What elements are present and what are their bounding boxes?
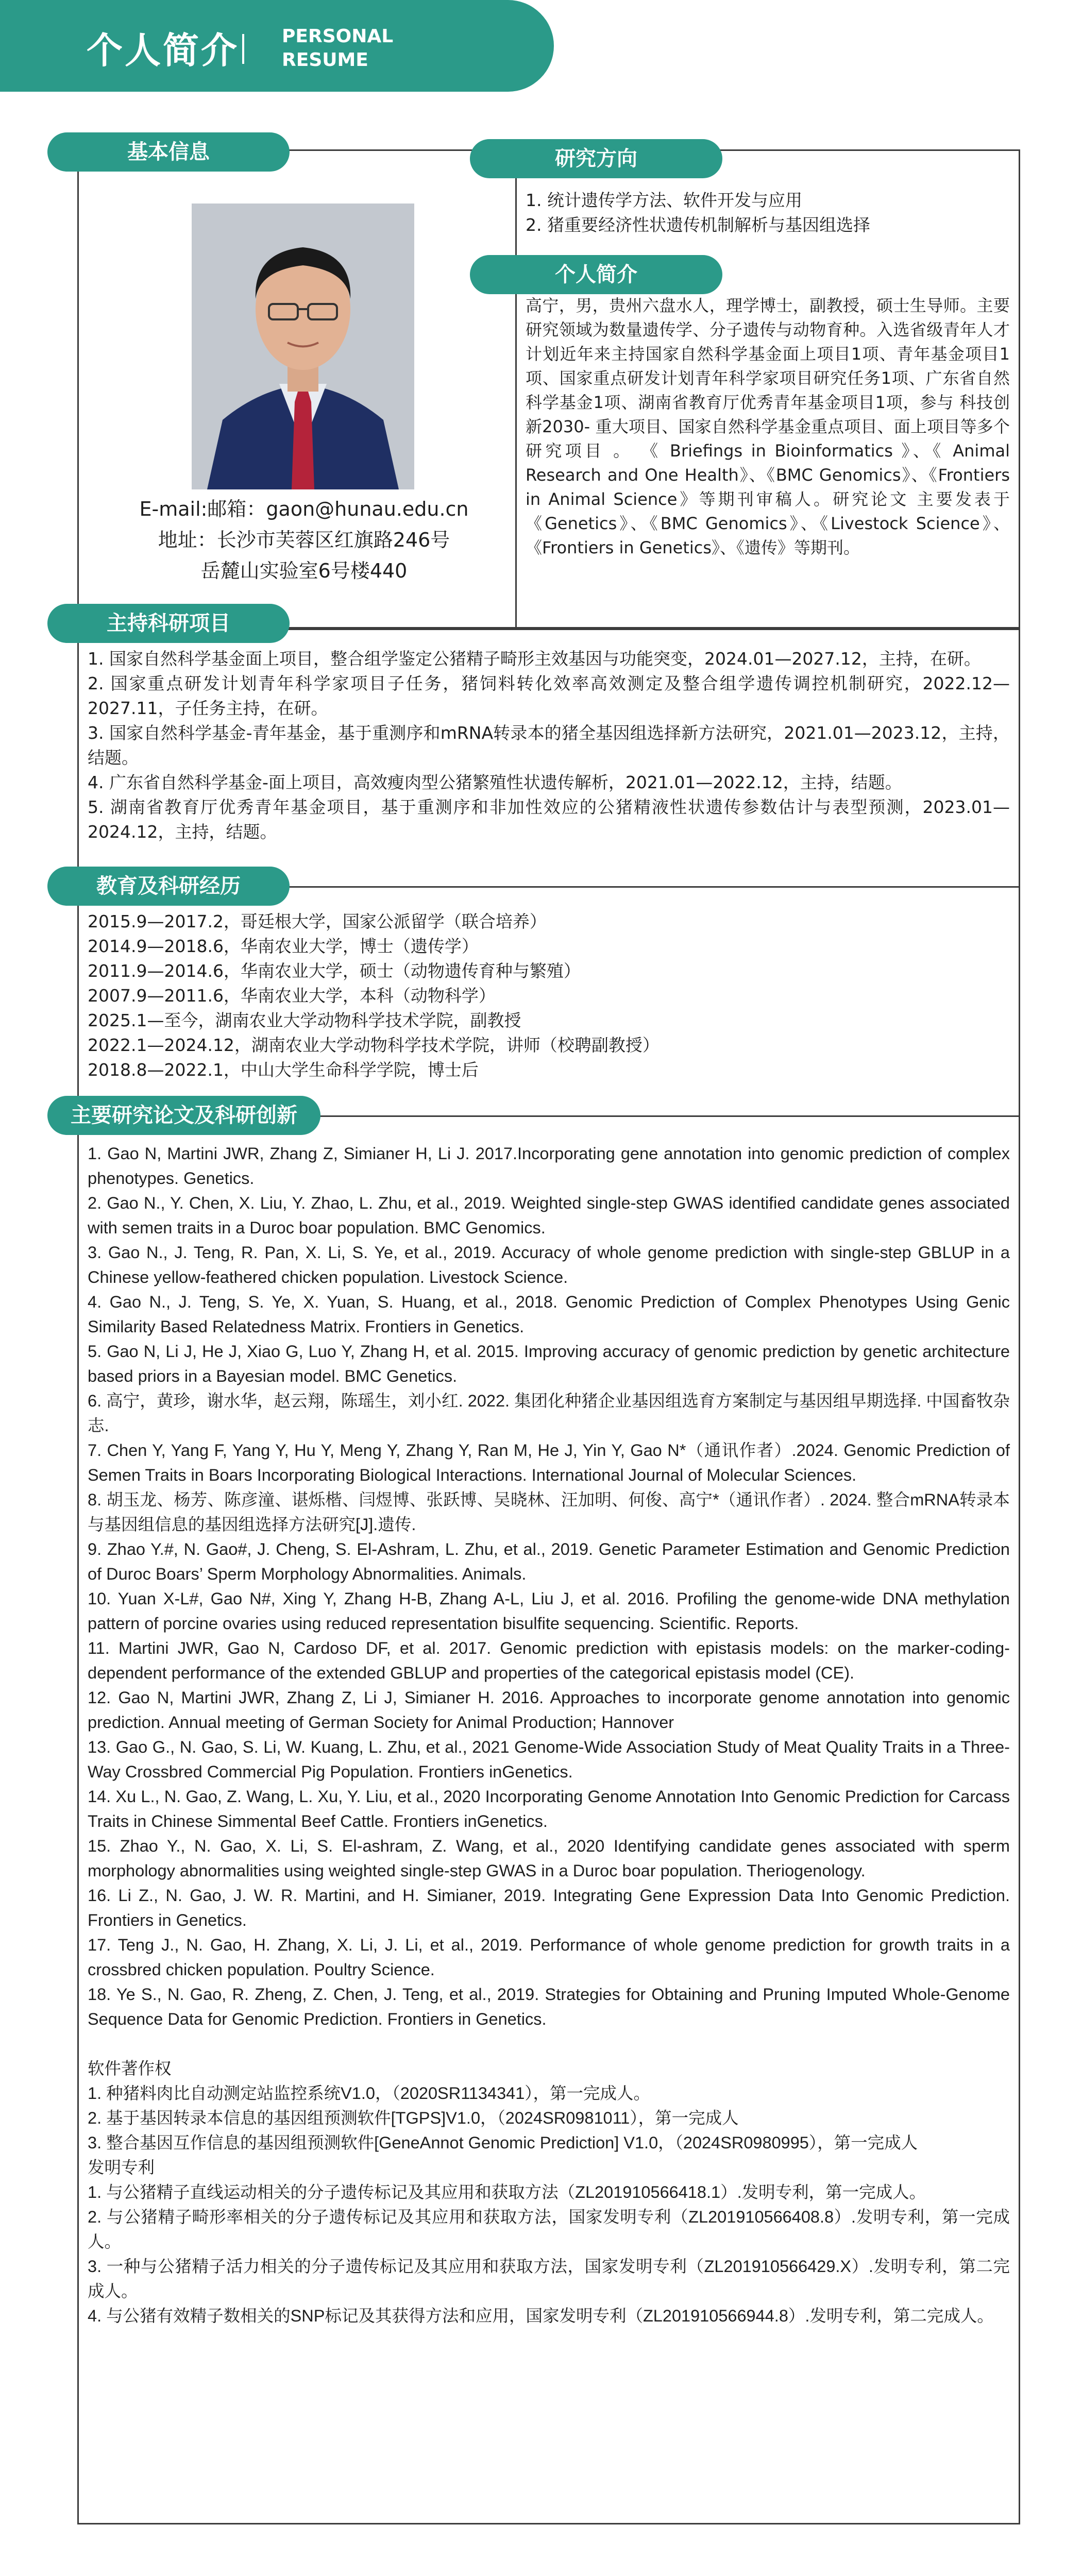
- patent-item: 4. 与公猪有效精子数相关的SNP标记及其获得方法和应用，国家发明专利（ZL201910566944.8）.发明专利，第二完成人。: [88, 2307, 994, 2325]
- publication-item: 10. Yuan X-L#, Gao N#, Xing Y, Zhang H-B, Zhang A-L, Liu J, et al. 2016. Profiling the genome-wide DNA methylation pattern of porcine ovaries using reduced representation bisulfite sequencing. Scientific. Reports.: [88, 1589, 1010, 1633]
- label-research-direction: 研究方向: [470, 139, 722, 178]
- contact-address-2: 岳麓山实验室6号楼440: [200, 560, 408, 582]
- contact-email: E-mail:邮箱：gaon@hunau.edu.cn: [139, 498, 469, 520]
- publication-item: 5. Gao N, Li J, He J, Xiao G, Luo Y, Zhang H, et al. 2015. Improving accuracy of genomic prediction by genetic architecture based priors in a Bayesian model. BMC Genetics.: [88, 1342, 1010, 1385]
- patent-item: 3. 一种与公猪精子活力相关的分子遗传标记及其应用和获取方法，国家发明专利（ZL201910566429.X）.发明专利，第二完成人。: [88, 2257, 1010, 2300]
- projects-list: [88, 647, 1010, 844]
- education-item: 2007.9—2011.6，华南农业大学，本科（动物科学）: [88, 986, 496, 1006]
- publication-item: 14. Xu L., N. Gao, Z. Wang, L. Xu, Y. Liu, et al., 2020 Incorporating Genome Annotation Into Genomic Prediction for Carcass Traits in Chinese Simmental Beef Cattle. Frontiers inGenetics.: [88, 1787, 1010, 1831]
- publication-item: 13. Gao G., N. Gao, S. Li, W. Kuang, L. Zhu, et al., 2021 Genome-Wide Association Study of Meat Quality Traits in a Three-Way Crossbred Commercial Pig Population. Frontiers inGenetics.: [88, 1738, 1010, 1781]
- education-item: 2011.9—2014.6，华南农业大学，硕士（动物遗传育种与繁殖）: [88, 961, 581, 981]
- patent-heading: 发明专利: [88, 2158, 155, 2177]
- education-item: 2018.8—2022.1，中山大学生命科学学院，博士后: [88, 1060, 479, 1080]
- publication-item: 3. Gao N., J. Teng, R. Pan, X. Li, S. Ye, et al., 2019. Accuracy of whole genome prediction with single-step GBLUP in a Chinese yellow-feathered chicken population. Livestock Science.: [88, 1243, 1010, 1286]
- title-divider: [242, 34, 244, 64]
- patent-item: 2. 与公猪精子畸形率相关的分子遗传标记及其应用和获取方法，国家发明专利（ZL201910566408.8）.发明专利，第一完成人。: [88, 2208, 1010, 2251]
- research-direction-item: 2. 猪重要经济性状遗传机制解析与基因组选择: [526, 215, 870, 235]
- header-banner: [0, 0, 554, 92]
- project-item: 3. 国家自然科学基金-青年基金，基于重测序和mRNA转录本的猪全基因组选择新方法研究，2021.01—2023.12，主持，结题。: [88, 723, 1010, 768]
- publications-list: [88, 1141, 1010, 2328]
- education-item: 2022.1—2024.12，湖南农业大学动物科学技术学院，讲师（校聘副教授）: [88, 1035, 660, 1055]
- project-item: 5. 湖南省教育厅优秀青年基金项目，基于重测序和非加性效应的公猪精液性状遗传参数估计与表型预测，2023.01—2024.12，主持，结题。: [88, 797, 1010, 842]
- profile-text: 高宁，男，贵州六盘水人，理学博士，副教授，硕士生导师。主要研究领域为数量遗传学、分子遗传与动物育种。入选省级青年人才计划近年来主持国家自然科学基金面上项目1项、青年基金项目1项、国家重点研发计划青年科学家项目研究任务1项、广东省自然科学基金1项、湖南省教育厅优秀青年基金项目1项，参与 科技创新2030- 重大项目、国家自然科学基金重点项目、面上项目等多个研究项目 。 《 Briefings in Bioinformatics 》、《 Animal Research and One Health》、《BMC Genomics》、《Frontiers in Animal Science》等期刊审稿人。研究论文 主要发表于《Genetics》、《BMC Genomics》、《Livestock Science》、《Frontiers in Genetics》、《遗传》等期刊。: [526, 296, 1010, 557]
- education-item: 2025.1—至今，湖南农业大学动物科学技术学院，副教授: [88, 1010, 521, 1030]
- label-basic-info: 基本信息: [47, 132, 290, 172]
- label-publications: 主要研究论文及科研创新: [47, 1096, 320, 1135]
- software-item: 1. 种猪料肉比自动测定站监控系统V1.0，（2020SR1134341），第一完成人。: [88, 2084, 651, 2103]
- publication-item: 12. Gao N, Martini JWR, Zhang Z, Li J, Simianer H. 2016. Approaches to incorporate genome annotation into genomic prediction. Annual meeting of German Society for Animal Production; Hannover: [88, 1688, 1010, 1732]
- publication-item: 15. Zhao Y., N. Gao, X. Li, S. El-ashram, Z. Wang, et al., 2020 Identifying candidate genes associated with sperm morphology abnormalities using weighted single-step GWAS in a Duroc boar population. Theriogenology.: [88, 1837, 1010, 1880]
- label-education: 教育及科研经历: [47, 867, 290, 906]
- publication-item: 17. Teng J., N. Gao, H. Zhang, X. Li, J. Li, et al., 2019. Performance of whole genome prediction for growth traits in a crossbred chicken population. Poultry Science.: [88, 1936, 1010, 1979]
- education-item: 2015.9—2017.2，哥廷根大学，国家公派留学（联合培养）: [88, 911, 547, 931]
- publication-item: 18. Ye S., N. Gao, R. Zheng, Z. Chen, J. Teng, et al., 2019. Strategies for Obtaining and Pruning Imputed Whole-Genome Sequence Data for Genomic Prediction. Frontiers in Genetics.: [88, 1985, 1010, 2028]
- software-heading: 软件著作权: [88, 2059, 172, 2078]
- label-projects: 主持科研项目: [47, 604, 290, 643]
- spacer: [88, 2031, 1010, 2056]
- publication-item: 7. Chen Y, Yang F, Yang Y, Hu Y, Meng Y, Zhang Y, Ran M, He J, Yin Y, Gao N*（通讯作者）.2024. Genomic Prediction of Semen Traits in Boars Incorporating Biological Interactions. International Journal of Molecular Sciences.: [88, 1441, 1010, 1484]
- publication-item: 8. 胡玉龙、杨芳、陈彦潼、谌烁楷、闫煜博、张跃博、吴晓林、汪加明、何俊、高宁*（通讯作者）. 2024. 整合mRNA转录本与基因组信息的基因组选择方法研究[J].遗传.: [88, 1490, 1010, 1534]
- education-item: 2014.9—2018.6，华南农业大学，博士（遗传学）: [88, 936, 479, 956]
- patent-item: 1. 与公猪精子直线运动相关的分子遗传标记及其应用和获取方法（ZL201910566418.1）.发明专利，第一完成人。: [88, 2183, 926, 2201]
- profile-photo: [192, 204, 414, 489]
- project-item: 1. 国家自然科学基金面上项目，整合组学鉴定公猪精子畸形主效基因与功能突变，2024.01—2027.12，主持，在研。: [88, 649, 981, 669]
- publication-item: 2. Gao N., Y. Chen, X. Liu, Y. Zhao, L. Zhu, et al., 2019. Weighted single-step GWAS identified candidate genes associated with semen traits in a Duroc boar population. BMC Genomics.: [88, 1194, 1010, 1237]
- page-title: 个人简介: [87, 29, 239, 72]
- page-subtitle: [282, 25, 393, 72]
- publication-item: 1. Gao N, Martini JWR, Zhang Z, Simianer H, Li J. 2017.Incorporating gene annotation into genomic prediction of complex phenotypes. Genetics.: [88, 1144, 1010, 1188]
- portrait-illustration: [192, 204, 414, 489]
- research-direction-list: [526, 188, 1010, 238]
- project-item: 2. 国家重点研发计划青年科学家项目子任务，猪饲料转化效率高效测定及整合组学遗传调控机制研究，2022.12—2027.11，子任务主持，在研。: [88, 673, 1010, 718]
- contact-address: 地址：长沙市芙蓉区红旗路246号: [158, 529, 450, 551]
- publication-item: 4. Gao N., J. Teng, S. Ye, X. Yuan, S. Huang, et al., 2018. Genomic Prediction of Complex Phenotypes Using Genic Similarity Based Relatedness Matrix. Frontiers in Genetics.: [88, 1293, 1010, 1336]
- research-direction-item: 1. 统计遗传学方法、软件开发与应用: [526, 190, 802, 210]
- label-profile: 个人简介: [470, 255, 722, 294]
- software-item: 3. 整合基因互作信息的基因组预测软件[GeneAnnot Genomic Prediction] V1.0，（2024SR0980995），第一完成人: [88, 2133, 918, 2152]
- publication-item: 16. Li Z., N. Gao, J. W. R. Martini, and H. Simianer, 2019. Integrating Gene Expression Data Into Genomic Prediction. Frontiers in Genetics.: [88, 1886, 1010, 1929]
- publication-item: 11. Martini JWR, Gao N, Cardoso DF, et al. 2017. Genomic prediction with epistasis models: on the marker-coding-dependent performance of the extended GBLUP and properties of the categorical epistasis model (CE).: [88, 1639, 1010, 1682]
- project-item: 4. 广东省自然科学基金-面上项目，高效瘦肉型公猪繁殖性状遗传解析，2021.01—2022.12，主持，结题。: [88, 772, 902, 792]
- subtitle-line-2: RESUME: [282, 49, 368, 71]
- publication-item: 6. 高宁，黄珍，谢水华，赵云翔，陈瑶生，刘小红. 2022. 集团化种猪企业基因组选育方案制定与基因组早期选择. 中国畜牧杂志.: [88, 1392, 1010, 1435]
- subtitle-line-1: PERSONAL: [282, 26, 394, 47]
- publication-item: 9. Zhao Y.#, N. Gao#, J. Cheng, S. El-Ashram, L. Zhu, et al., 2019. Genetic Parameter Estimation and Genomic Prediction of Duroc Boars’ Sperm Morphology Abnormalities. Animals.: [88, 1540, 1010, 1583]
- education-list: [88, 909, 1010, 1082]
- software-item: 2. 基于基因转录本信息的基因组预测软件[TGPS]V1.0，（2024SR0981011），第一完成人: [88, 2109, 739, 2127]
